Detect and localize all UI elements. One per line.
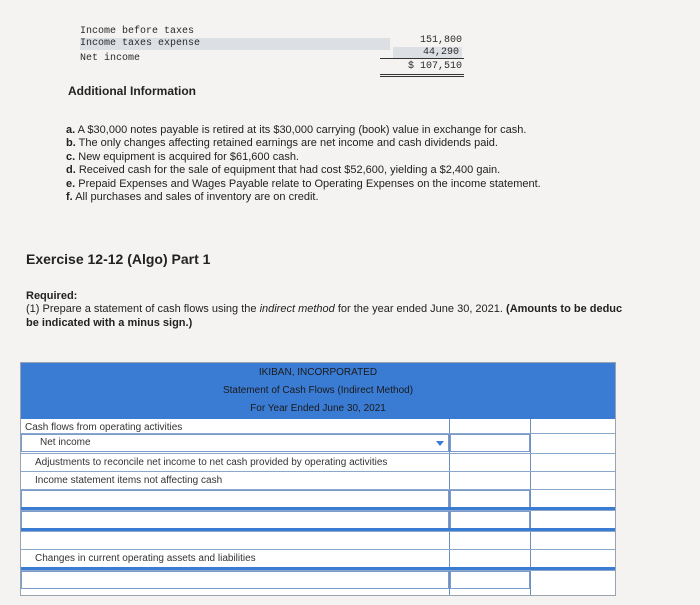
total-rule-2	[380, 76, 464, 77]
total-rule-1	[380, 74, 464, 75]
chevron-down-icon	[436, 441, 444, 446]
line-item-select[interactable]	[21, 511, 449, 529]
additional-information-heading: Additional Information	[68, 84, 196, 98]
changes-label: Changes in current operating assets and liabilities	[35, 553, 256, 564]
table-row	[21, 433, 615, 452]
required-label: Required:	[26, 290, 78, 302]
non-cash-items-label: Income statement items not affecting cash	[35, 475, 223, 486]
statement-period: For Year Ended June 30, 2021	[22, 400, 614, 417]
table-row	[21, 453, 615, 472]
amount-input[interactable]	[450, 571, 530, 589]
additional-information-list	[66, 124, 541, 204]
subtotal-rule	[380, 58, 464, 59]
table-row	[21, 531, 615, 550]
amount-input[interactable]	[450, 511, 530, 529]
exercise-title: Exercise 12-12 (Algo) Part 1	[26, 251, 211, 267]
operating-activities-label: Cash flows from operating activities	[25, 422, 183, 433]
net-income-row-label: Net income	[40, 437, 91, 448]
net-income-amount-input[interactable]	[450, 434, 530, 452]
table-row	[21, 489, 615, 508]
income-taxes-expense-value: 44,290	[393, 47, 462, 59]
net-income-value: $ 107,510	[407, 61, 462, 72]
company-name: IKIBAN, INCORPORATED	[22, 364, 614, 381]
statement-header	[21, 363, 615, 419]
table-row	[21, 510, 615, 529]
info-item: c. New equipment is acquired for $61,600 cash.	[66, 150, 299, 163]
info-item: d. Received cash for the sale of equipment that had cost $52,600, yielding a $2,400 gain.	[66, 164, 501, 177]
info-item: b. The only changes affecting retained earnings are net income and cash dividends paid.	[66, 137, 498, 150]
table-row	[21, 570, 615, 589]
net-income-label: Net income	[80, 53, 141, 64]
info-item: f. All purchases and sales of inventory are on credit.	[66, 191, 319, 204]
info-item: e. Prepaid Expenses and Wages Payable relate to Operating Expenses on the income statement.	[66, 177, 541, 190]
net-income-select[interactable]	[21, 434, 449, 452]
line-item-select[interactable]	[21, 490, 449, 508]
table-row	[21, 549, 615, 568]
line-item-select[interactable]	[21, 571, 449, 589]
income-before-taxes-value: 151,800	[419, 35, 462, 46]
amount-input[interactable]	[450, 490, 530, 508]
income-before-taxes-label: Income before taxes	[80, 26, 195, 37]
statement-title: Statement of Cash Flows (Indirect Method)	[22, 382, 614, 399]
adjustments-label: Adjustments to reconcile net income to net cash provided by operating activities	[35, 457, 388, 468]
required-instruction-line2: be indicated with a minus sign.)	[26, 317, 193, 329]
income-taxes-expense-label: Income taxes expense	[80, 38, 390, 50]
cash-flow-statement	[20, 362, 616, 596]
info-item: a. A $30,000 notes payable is retired at its $30,000 carrying (book) value in exchange for cash.	[66, 124, 527, 136]
required-instruction: (1) Prepare a statement of cash flows using the indirect method for the year ended June 30, 2021. (Amounts to be deduc	[26, 303, 623, 315]
table-row	[21, 471, 615, 490]
